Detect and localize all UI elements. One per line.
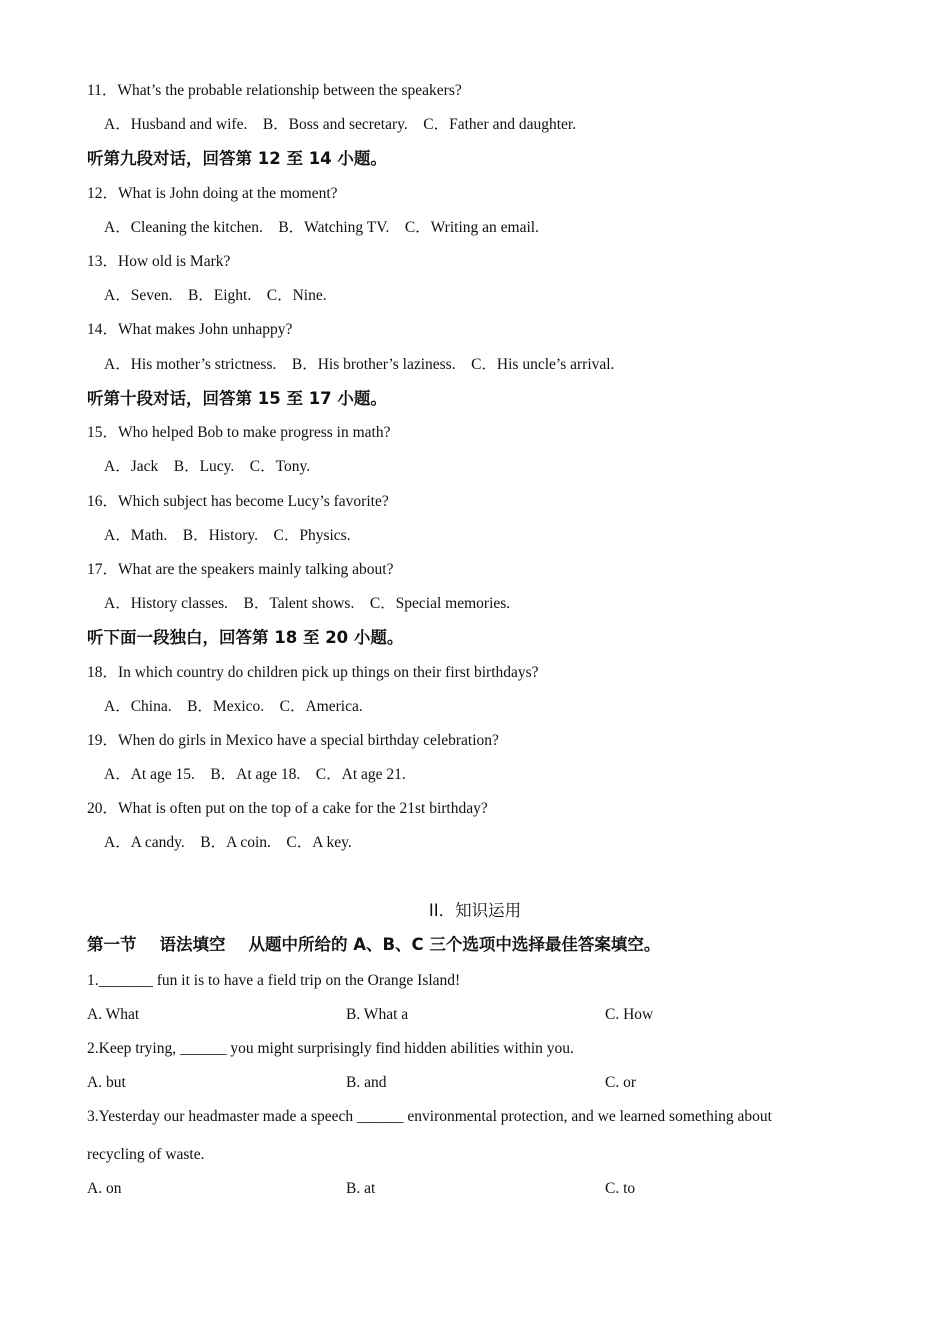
section-heading-grammar: 第一节 语法填空 从题中所给的 A、B、C 三个选项中选择最佳答案填空。 — [87, 935, 661, 954]
section-heading-dialogue-10: 听第十段对话，回答第 15 至 17 小题。 — [87, 389, 387, 408]
grammar-question-2-option-c: C. or — [605, 1074, 636, 1091]
question-17-stem: 17．What are the speakers mainly talking about? — [87, 561, 394, 578]
section-heading-monologue: 听下面一段独白，回答第 18 至 20 小题。 — [87, 628, 404, 647]
grammar-question-2-stem: 2.Keep trying, ______ you might surprisingly find hidden abilities within you. — [87, 1040, 574, 1057]
question-15-stem: 15．Who helped Bob to make progress in math? — [87, 424, 391, 441]
question-12-options: A．Cleaning the kitchen. B．Watching TV. C．Writing an email. — [104, 219, 539, 236]
grammar-question-3-option-a: A. on — [87, 1180, 122, 1197]
grammar-question-1-option-c: C. How — [605, 1006, 654, 1023]
question-20-stem: 20．What is often put on the top of a cake for the 21st birthday? — [87, 800, 488, 817]
question-15-options: A．Jack B．Lucy. C．Tony. — [104, 458, 311, 475]
question-17-options: A．History classes. B．Talent shows. C．Special memories. — [104, 595, 511, 612]
question-19-stem: 19．When do girls in Mexico have a special birthday celebration? — [87, 732, 499, 749]
question-20-options: A．A candy. B．A coin. C．A key. — [104, 834, 352, 851]
question-11-options: A．Husband and wife. B．Boss and secretary. C．Father and daughter. — [104, 116, 577, 133]
question-16-stem: 16．Which subject has become Lucy’s favorite? — [87, 493, 389, 510]
grammar-question-3-stem: 3.Yesterday our headmaster made a speech ______ environmental protection, and we learned something about — [87, 1108, 772, 1125]
question-14-options: A．His mother’s strictness. B．His brother’s laziness. C．His uncle’s arrival. — [104, 356, 615, 373]
question-13-stem: 13．How old is Mark? — [87, 253, 231, 270]
section-heading-dialogue-9: 听第九段对话，回答第 12 至 14 小题。 — [87, 149, 387, 168]
question-11-stem: 11．What’s the probable relationship between the speakers? — [87, 82, 462, 99]
question-12-stem: 12．What is John doing at the moment? — [87, 185, 338, 202]
grammar-question-1-option-b: B. What a — [346, 1006, 409, 1023]
question-19-options: A．At age 15. B．At age 18. C．At age 21. — [104, 766, 406, 783]
grammar-question-1-option-a: A. What — [87, 1006, 140, 1023]
grammar-question-3-option-b: B. at — [346, 1180, 376, 1197]
question-18-stem: 18．In which country do children pick up things on their first birthdays? — [87, 664, 539, 681]
grammar-question-3-option-c: C. to — [605, 1180, 636, 1197]
question-16-options: A．Math. B．History. C．Physics. — [104, 527, 351, 544]
grammar-question-3-stem-continued: recycling of waste. — [87, 1146, 205, 1163]
question-13-options: A．Seven. B．Eight. C．Nine. — [104, 287, 327, 304]
question-18-options: A．China. B．Mexico. C．America. — [104, 698, 363, 715]
part-title: II．知识运用 — [428, 901, 522, 920]
question-14-stem: 14．What makes John unhappy? — [87, 321, 293, 338]
grammar-question-1-stem: 1._______ fun it is to have a field trip on the Orange Island! — [87, 972, 461, 989]
grammar-question-2-option-a: A. but — [87, 1074, 126, 1091]
grammar-question-2-option-b: B. and — [346, 1074, 387, 1091]
